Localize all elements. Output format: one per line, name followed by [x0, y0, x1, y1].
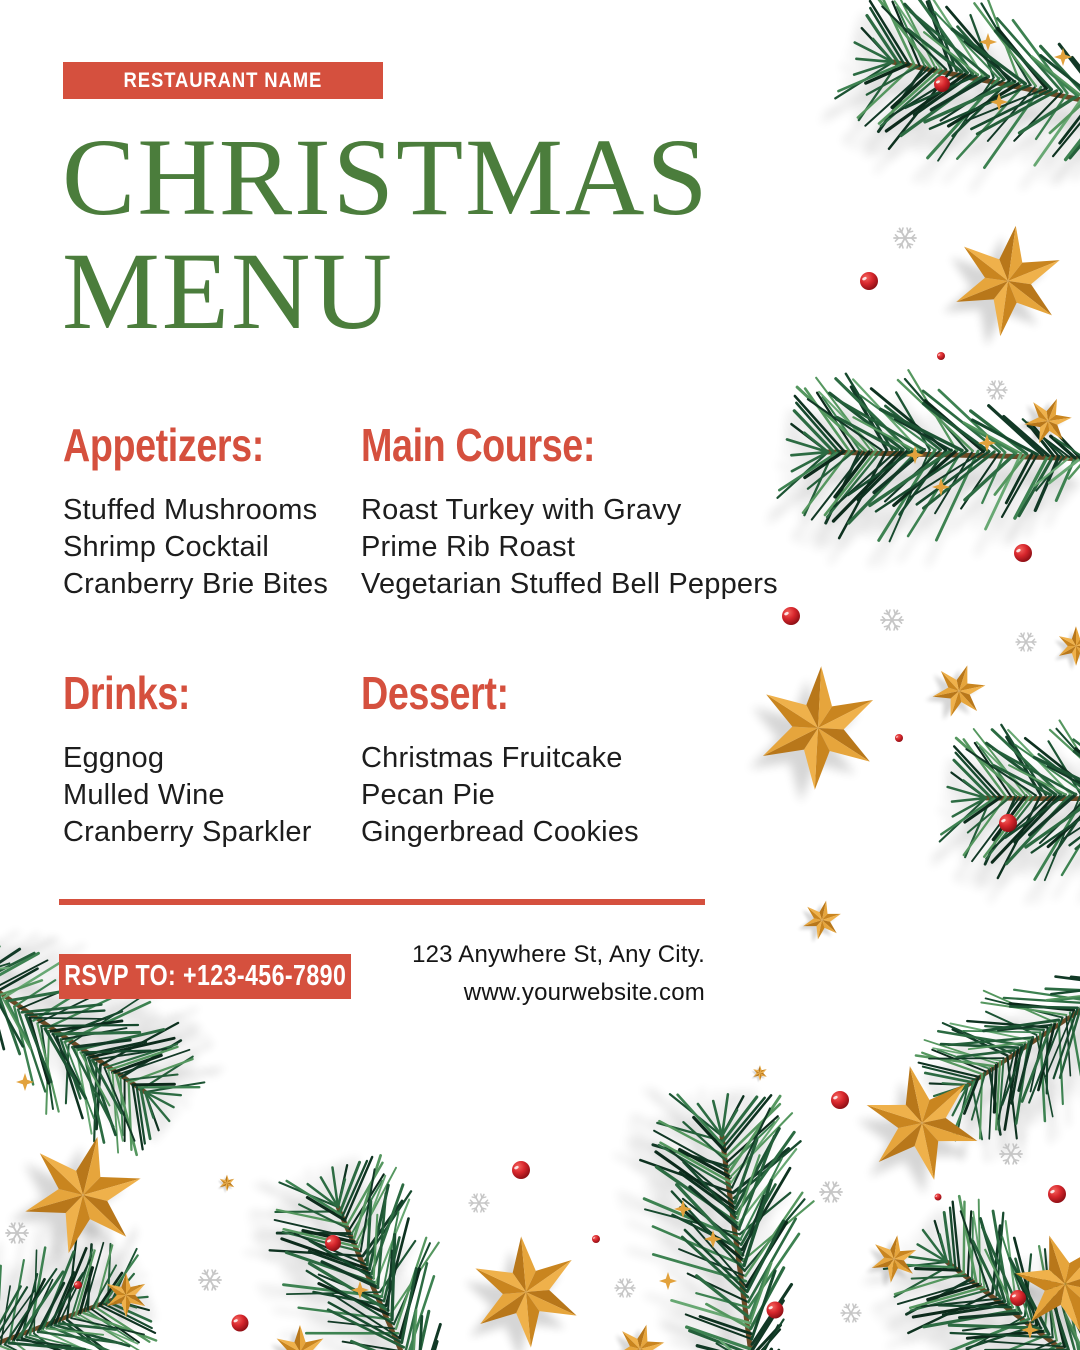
snowflake-icon — [469, 1194, 489, 1212]
menu-item: Eggnog — [63, 742, 165, 774]
holly-berry-icon — [1048, 1185, 1066, 1203]
gold-star-icon — [1055, 626, 1080, 670]
menu-item: Roast Turkey with Gravy — [361, 494, 682, 526]
main-course-heading-text: Main Course: — [361, 419, 596, 471]
holly-berry-icon — [325, 1235, 341, 1251]
pine-branch-icon — [816, 0, 1080, 211]
menu-item: Cranberry Sparkler — [63, 816, 312, 848]
holly-berry-icon — [767, 1302, 784, 1319]
section-drinks — [63, 667, 363, 851]
menu-item: Prime Rib Roast — [361, 531, 576, 563]
menu-item: Stuffed Mushrooms — [63, 494, 318, 526]
holly-berry-icon — [1014, 544, 1032, 562]
gold-star-icon — [921, 656, 990, 729]
snowflake-icon — [6, 1223, 28, 1243]
contact-block — [400, 942, 705, 1006]
drinks-items — [63, 740, 363, 851]
title-line-2: MENU — [62, 230, 394, 352]
snowflake-icon — [1016, 633, 1036, 651]
menu-item: Shrimp Cocktail — [63, 531, 270, 563]
pine-branch-icon — [0, 888, 245, 1179]
holly-berry-icon — [74, 1281, 82, 1289]
pine-branch-icon — [596, 1060, 849, 1350]
snowflake-icon — [199, 1270, 221, 1290]
gold-star-icon — [461, 1232, 580, 1350]
rsvp-banner — [59, 954, 351, 999]
main-course-items — [361, 492, 831, 603]
snowflake-icon — [841, 1304, 861, 1322]
dessert-heading — [361, 667, 781, 719]
holly-berry-icon — [934, 76, 950, 92]
address-text: 123 Anywhere St, Any City. — [412, 941, 705, 968]
restaurant-name-text: RESTAURANT NAME — [123, 68, 323, 92]
holly-berry-icon — [592, 1235, 600, 1243]
menu-item: Mulled Wine — [63, 779, 225, 811]
section-appetizers — [63, 419, 363, 603]
gold-star-icon — [606, 1318, 668, 1350]
menu-item: Pecan Pie — [361, 779, 495, 811]
holly-berry-icon — [999, 814, 1017, 832]
pine-branch-icon — [922, 709, 1080, 912]
holly-berry-icon — [937, 352, 945, 360]
menu-item: Cranberry Brie Bites — [63, 568, 329, 600]
snowflake-icon — [615, 1279, 635, 1297]
holly-berry-icon — [831, 1091, 849, 1109]
holly-berry-icon — [512, 1161, 530, 1179]
section-dessert — [361, 667, 781, 851]
gold-star-icon — [939, 217, 1064, 355]
menu-item: Gingerbread Cookies — [361, 816, 639, 848]
dessert-heading-text: Dessert: — [361, 667, 509, 719]
section-main-course — [361, 419, 831, 603]
dessert-items — [361, 740, 781, 851]
snowflake-icon — [881, 610, 903, 630]
pine-branch-icon — [213, 1121, 514, 1350]
holly-berry-icon — [232, 1315, 249, 1332]
holly-berry-icon — [860, 272, 878, 290]
appetizers-items — [63, 492, 363, 603]
appetizers-heading-text: Appetizers: — [63, 419, 264, 471]
snowflake-icon — [987, 381, 1007, 399]
menu-item: Christmas Fruitcake — [361, 742, 623, 774]
holly-berry-icon — [935, 1194, 942, 1201]
rsvp-text: RSVP TO: +123-456-7890 — [64, 960, 347, 992]
page-title — [62, 116, 710, 352]
website-text: www.yourwebsite.com — [463, 979, 705, 1006]
drinks-heading-text: Drinks: — [63, 667, 191, 719]
restaurant-name-banner — [63, 62, 383, 99]
main-course-heading — [361, 419, 831, 471]
title-line-1: CHRISTMAS — [62, 116, 710, 238]
holly-berry-icon — [895, 734, 903, 742]
snowflake-icon — [894, 228, 916, 248]
gold-star-icon — [271, 1325, 324, 1350]
snowflake-icon — [820, 1182, 842, 1202]
gold-star-icon — [218, 1175, 234, 1194]
menu-item: Vegetarian Stuffed Bell Peppers — [361, 568, 778, 600]
gold-star-icon — [752, 1065, 767, 1082]
gold-star-icon — [796, 896, 843, 947]
holly-berry-icon — [1010, 1290, 1026, 1306]
appetizers-heading — [63, 419, 363, 471]
divider-line — [59, 899, 705, 905]
holly-berry-icon — [782, 607, 800, 625]
drinks-heading — [63, 667, 363, 719]
